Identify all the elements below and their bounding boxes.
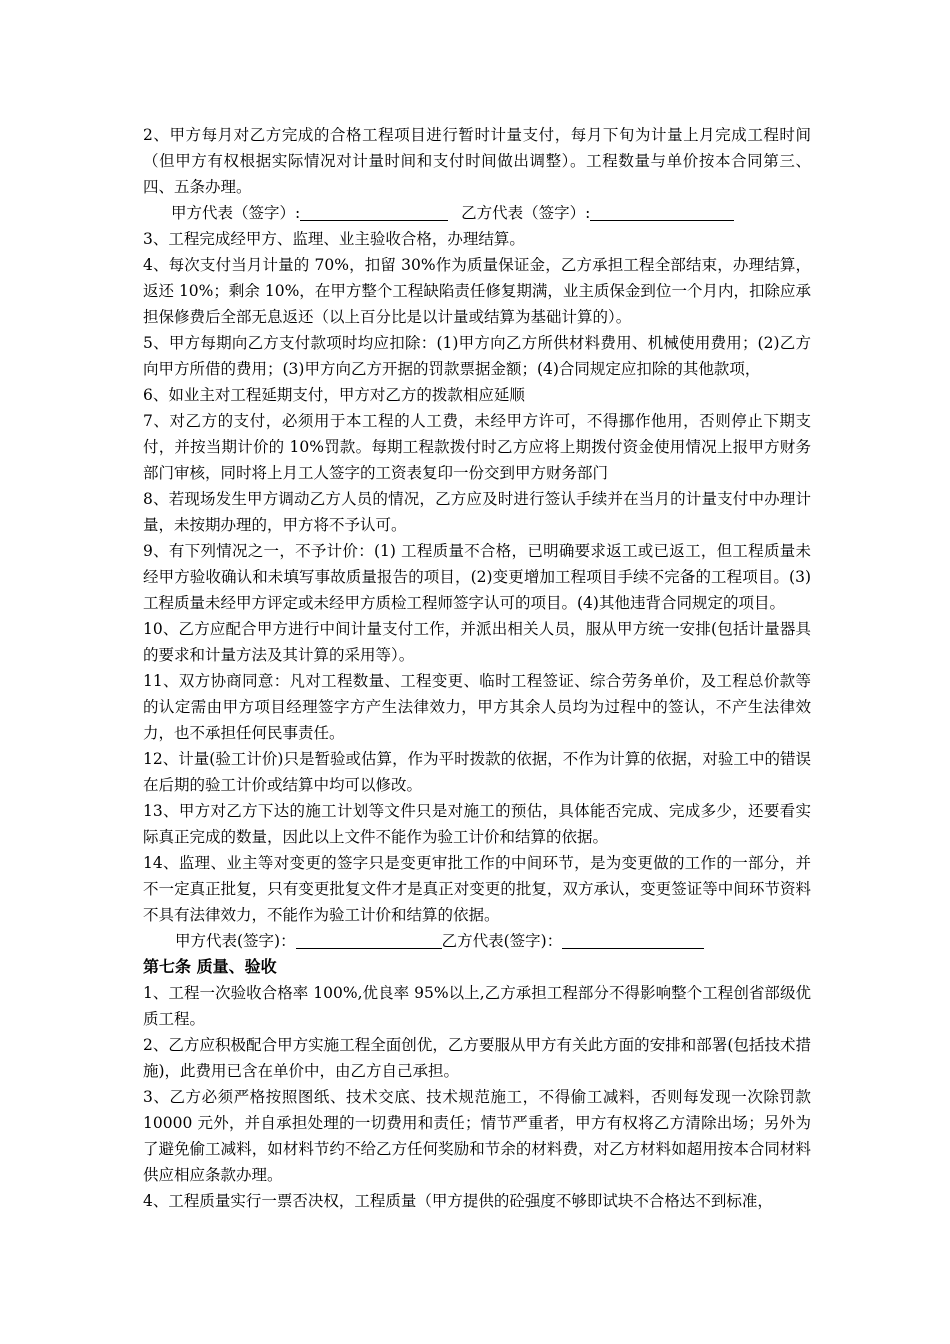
party-a-signature-field[interactable]	[296, 930, 442, 949]
paragraph-10: 10、乙方应配合甲方进行中间计量支付工作，并派出相关人员，服从甲方统一安排(包括计量器具的要求和计量方法及其计算的采用等）。	[143, 620, 811, 664]
paragraph-3: 3、工程完成经甲方、监理、业主验收合格，办理结算。	[143, 230, 525, 248]
paragraph-7: 7、对乙方的支付，必须用于本工程的人工费，未经甲方许可，不得挪作他用，否则停止下期支付，并按当期计价的 10%罚款。每期工程款拨付时乙方应将上期拨付资金使用情况上报甲方财务部门审核，同时将上月工人签字的工资表复印一份交到甲方财务部门	[143, 412, 811, 482]
signature-line-1	[143, 200, 811, 226]
party-a-signature-label: 甲方代表（签字）:	[171, 204, 301, 222]
paragraph-9: 9、有下列情况之一，不予计价：(1) 工程质量不合格，已明确要求返工或已返工，但工程质量未经甲方验收确认和未填写事故质量报告的项目，(2)变更增加工程项目手续不完备的工程项目。(3)工程质量未经甲方评定或未经甲方质检工程师签字认可的项目。(4)其他违背合同规定的项目。	[143, 542, 811, 612]
paragraph-12: 12、计量(验工计价)只是暂验或估算，作为平时拨款的依据，不作为计算的依据，对验工中的错误在后期的验工计价或结算中均可以修改。	[143, 750, 811, 794]
paragraph-13: 13、甲方对乙方下达的施工计划等文件只是对施工的预估，具体能否完成、完成多少，还要看实际真正完成的数量，因此以上文件不能作为验工计价和结算的依据。	[143, 802, 811, 846]
document-page	[143, 122, 811, 1214]
party-b-signature-label: 乙方代表(签字)：	[441, 932, 563, 950]
paragraph-11: 11、双方协商同意：凡对工程数量、工程变更、临时工程签证、综合劳务单价，及工程总价款等的认定需由甲方项目经理签字方产生法律效力，甲方其余人员均为过程中的签认，不产生法律效力，也不承担任何民事责任。	[143, 672, 811, 742]
quality-paragraph-4: 4、工程质量实行一票否决权，工程质量（甲方提供的砼强度不够即试块不合格达不到标准，	[143, 1192, 773, 1210]
quality-paragraph-1: 1、工程一次验收合格率 100%,优良率 95%以上,乙方承担工程部分不得影响整个工程创省部级优质工程。	[143, 984, 811, 1028]
paragraph-8: 8、若现场发生甲方调动乙方人员的情况，乙方应及时进行签认手续并在当月的计量支付中办理计量，未按期办理的，甲方将不予认可。	[143, 490, 811, 534]
paragraph-2: 2、甲方每月对乙方完成的合格工程项目进行暂时计量支付，每月下旬为计量上月完成工程时间（但甲方有权根据实际情况对计量时间和支付时间做出调整）。工程数量与单价按本合同第三、四、五条办理。	[143, 126, 811, 196]
paragraph-5: 5、甲方每期向乙方支付款项时均应扣除：(1)甲方向乙方所供材料费用、机械使用费用；(2)乙方向甲方所借的费用；(3)甲方向乙方开据的罚款票据金额；(4)合同规定应扣除的其他款项，	[143, 334, 811, 378]
paragraph-4: 4、每次支付当月计量的 70%，扣留 30%作为质量保证金，乙方承担工程全部结束，办理结算，返还 10%；剩余 10%，在甲方整个工程缺陷责任修复期满，业主质保金到位一个月内，扣除应承担保修费后全部无息返还（以上百分比是以计量或结算为基础计算的）。	[143, 256, 811, 326]
paragraph-6: 6、如业主对工程延期支付，甲方对乙方的拨款相应延顺	[143, 386, 525, 404]
party-b-signature-field[interactable]	[590, 202, 734, 221]
paragraph-14: 14、监理、业主等对变更的签字只是变更审批工作的中间环节，是为变更做的工作的一部分，并不一定真正批复，只有变更批复文件才是真正对变更的批复，双方承认，变更签证等中间环节资料不具有法律效力，不能作为验工计价和结算的依据。	[143, 854, 811, 924]
section-heading: 第七条 质量、验收	[143, 957, 277, 976]
quality-paragraph-2: 2、乙方应积极配合甲方实施工程全面创优，乙方要服从甲方有关此方面的安排和部署(包括技术措施)，此费用已含在单价中，由乙方自己承担。	[143, 1036, 811, 1080]
party-b-signature-field[interactable]	[562, 930, 704, 949]
party-a-signature-field[interactable]	[300, 202, 448, 221]
party-b-signature-label: 乙方代表（签字）:	[461, 204, 591, 222]
party-a-signature-label: 甲方代表(签字)：	[175, 932, 296, 950]
quality-paragraph-3: 3、乙方必须严格按照图纸、技术交底、技术规范施工，不得偷工减料，否则每发现一次除罚款 10000 元外，并自承担处理的一切费用和责任；情节严重者，甲方有权将乙方清除出场；另外为了避免偷工减料，如材料节约不给乙方任何奖励和节余的材料费，对乙方材料如超用按本合同材料供应相应条款办理。	[143, 1088, 811, 1184]
signature-line-2	[143, 928, 811, 954]
